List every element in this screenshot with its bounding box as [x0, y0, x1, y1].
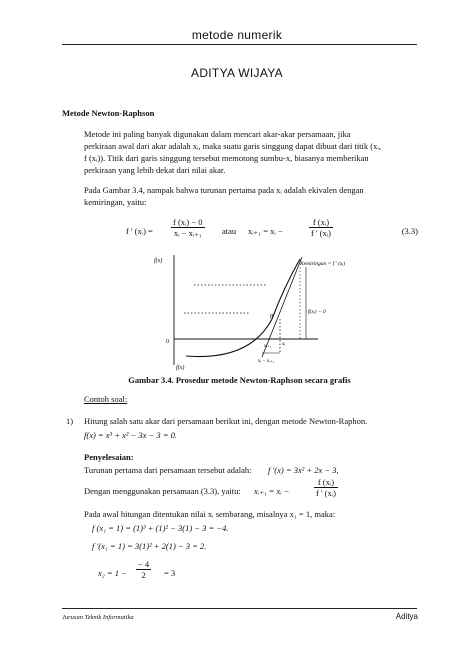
- figure-zero-label: 0: [166, 339, 169, 345]
- figure-xdiff-label: xᵢ − xᵢ₊₁: [258, 359, 275, 364]
- calc-line-3: [98, 559, 218, 587]
- pada-awal-text: Pada awal hitungan ditentukan nilai xᵢ sembarang, misalnya x₁ = 1, maka:: [84, 509, 336, 519]
- dengan-fraction: [314, 477, 338, 498]
- para2-line1: Pada Gambar 3.4, nampak bahwa turunan pertama pada xᵢ adalah ekivalen dengan: [84, 185, 364, 195]
- paragraph-intro: [84, 128, 418, 176]
- para1-line2: perkiraan awal dari akar adalah xᵢ, maka suatu garis singgung dapat dibuat dari titik (xᵢ,: [84, 141, 381, 151]
- penyelesaian-heading: Penyelesaian:: [84, 452, 134, 462]
- calc3-fraction: [136, 559, 151, 580]
- para1-line3: f (xᵢ)). Titik dari garis singgung tersebut memotong sumbu-x, biasanya memberikan: [84, 153, 369, 163]
- section-title: Metode Newton-Raphson: [62, 108, 155, 118]
- question-text: Hitung salah satu akar dari persamaan berikut ini, dengan metode Newton-Raphon.: [84, 416, 368, 426]
- eq-fraction-1-den: xᵢ − xᵢ₊₁: [173, 228, 202, 238]
- newton-raphson-figure: [150, 253, 370, 371]
- author-name: ADITYA WIJAYA: [191, 66, 283, 80]
- eq-fraction-2: [309, 217, 333, 238]
- footer-rule: [62, 608, 417, 609]
- eq-fraction-2-den: f ' (xᵢ): [311, 228, 331, 238]
- calc3-fraction-num: − 4: [138, 559, 150, 569]
- calc-line-2: f '(x₁ = 1) = 3(1)² + 2(1) − 3 = 2.: [92, 541, 207, 551]
- figure-xi-label: xᵢ: [282, 341, 286, 347]
- turunan-text: Turunan pertama dari persamaan tersebut adalah:: [84, 465, 252, 475]
- figure-fx-bottom-label: f(x): [176, 365, 185, 371]
- footer-department: Jurusan Teknik Informatika: [62, 614, 134, 621]
- paragraph-gambar: [84, 184, 418, 208]
- calc3-lhs: x₂ = 1 −: [98, 568, 127, 578]
- eq-mid: xᵢ₊₁ = xᵢ −: [248, 226, 283, 236]
- dengan-fraction-den: f ' (xᵢ): [316, 488, 336, 498]
- dengan-eq-lhs: xᵢ₊₁ = xᵢ −: [254, 486, 290, 496]
- figure-fxi-label: f(xᵢ) − 0: [308, 309, 326, 315]
- figure-ylabel: f(x): [154, 258, 163, 264]
- question-equation: f(x) = x³ + x² − 3x − 3 = 0.: [84, 430, 178, 440]
- header-rule: [62, 44, 417, 45]
- calc-line-1: f (x₁ = 1) = (1)³ + (1)² − 3(1) − 3 = −4.: [92, 523, 229, 533]
- eq-label: (3.3): [401, 226, 418, 236]
- dengan-equation: [254, 477, 364, 505]
- equation-3-3: [126, 217, 418, 247]
- question-number: 1): [66, 416, 74, 426]
- figure-p-label: p: [270, 313, 273, 319]
- para2-line2: kemiringan, yaitu:: [84, 197, 147, 207]
- footer-author: Aditya: [395, 612, 418, 621]
- calc3-rhs: = 3: [164, 568, 176, 578]
- eq-fraction-2-num: f (xᵢ): [309, 217, 333, 228]
- page-header-title: metode numerik: [191, 28, 283, 42]
- dengan-text: Dengan menggunakan persamaan (3.3), yaitu:: [84, 486, 241, 496]
- turunan-equation: f '(x) = 3x² + 2x − 3,: [268, 465, 339, 475]
- eq-atau: atau: [222, 226, 237, 236]
- calc3-fraction-den: 2: [141, 570, 146, 580]
- para1-line4: perkiraan yang lebih dekat dari nilai akar.: [84, 165, 226, 175]
- eq-fraction-1-num: f (xᵢ) − 0: [173, 217, 203, 227]
- dengan-fraction-num: f (xᵢ): [314, 477, 338, 488]
- para1-line1: Metode ini paling banyak digunakan dalam mencari akar-akar persamaan, jika: [84, 129, 351, 139]
- contoh-soal-heading: Contoh soal:: [84, 394, 128, 404]
- eq-lhs: f ' (xᵢ) =: [126, 226, 153, 236]
- figure-xi1-label: xᵢ₊₁: [264, 344, 272, 349]
- figure-caption: Gambar 3.4. Prosedur metode Newton-Raphson secara grafis: [128, 375, 351, 385]
- eq-fraction-1: [171, 217, 205, 238]
- figure-slope-label: Kemiringan = f ' (xᵢ): [300, 261, 346, 267]
